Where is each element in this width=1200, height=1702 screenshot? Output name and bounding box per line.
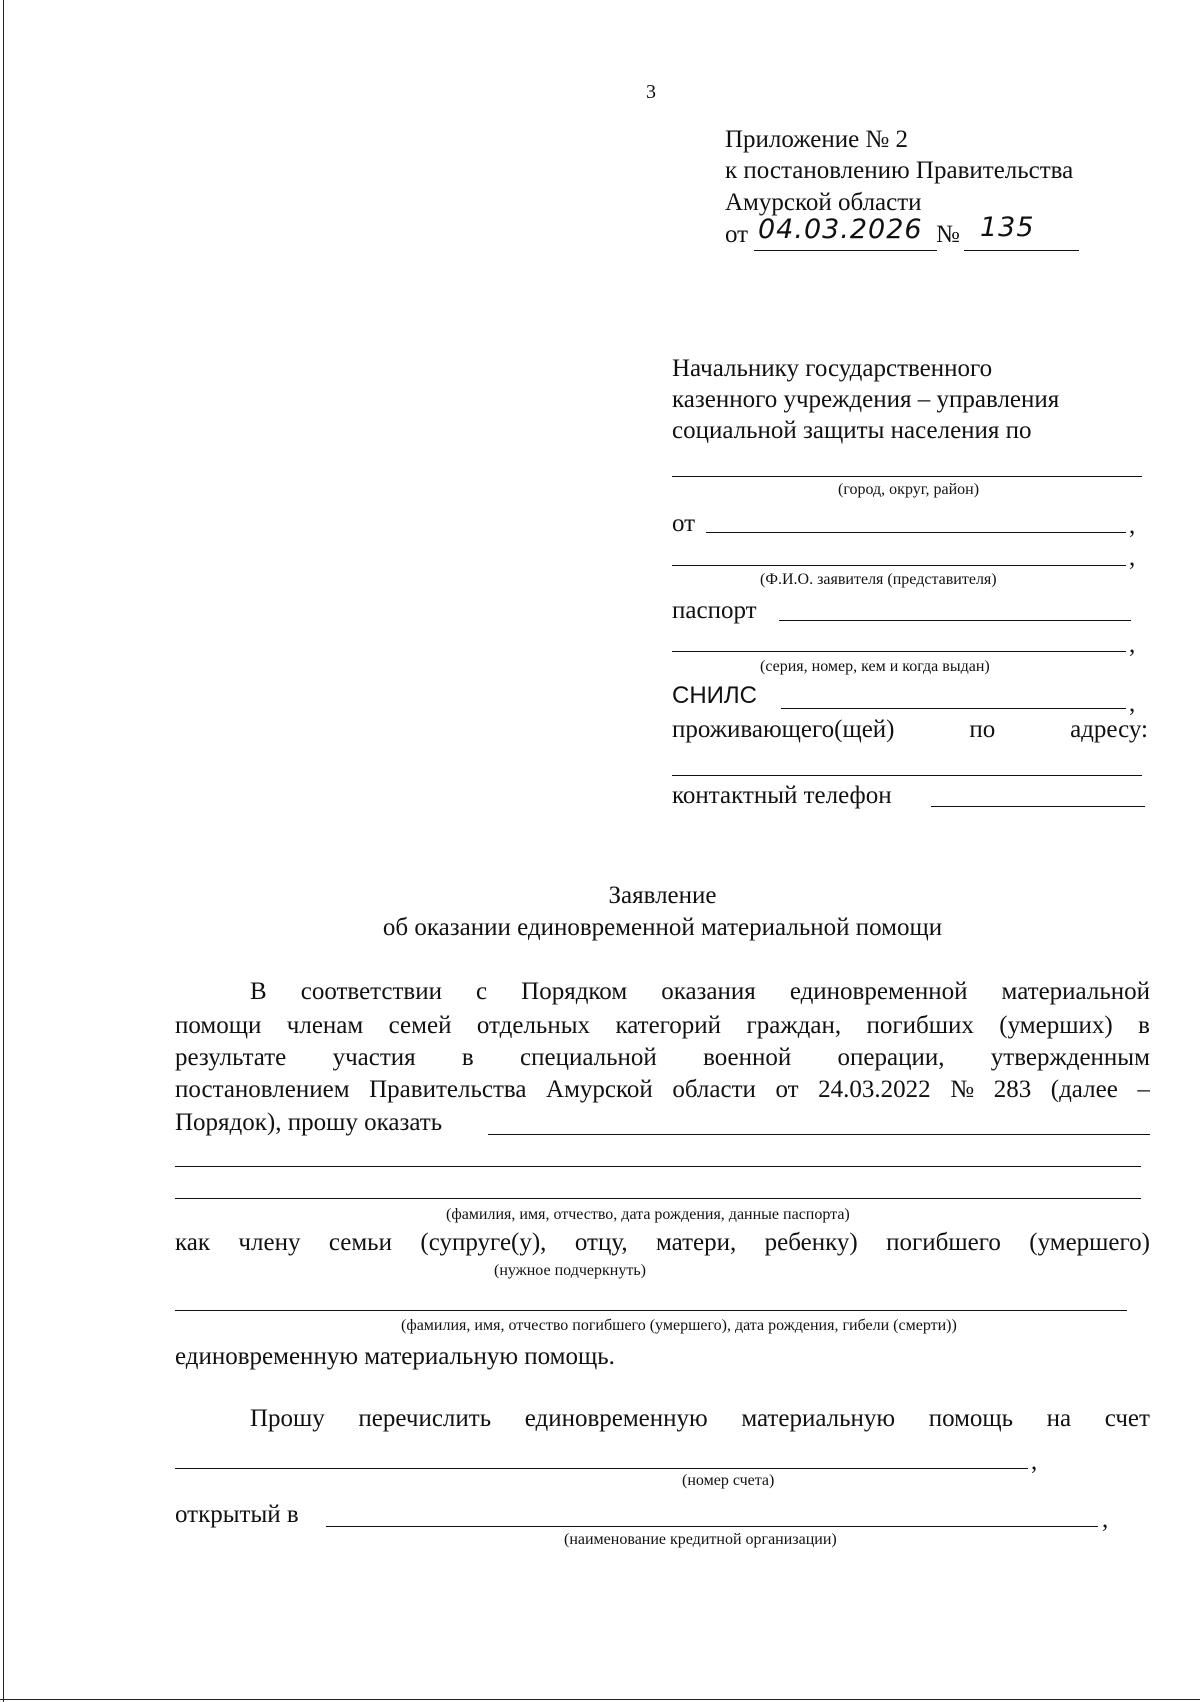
para1-line-2 [175, 1011, 1150, 1041]
hint-account: (номер счета) [682, 1472, 775, 1489]
annex-line-2: к постановлению Правительства [725, 157, 1074, 184]
word: Амурской [546, 1076, 653, 1103]
scan-edge-left [3, 0, 4, 1702]
word: помощь [928, 1405, 1014, 1432]
hint-city: (город, округ, район) [838, 481, 980, 498]
word: погибших [866, 1012, 974, 1039]
word: (умерших) [999, 1012, 1113, 1039]
aid-line: единовременную материальную помощь. [175, 1343, 615, 1370]
account-comma: , [1031, 1448, 1038, 1475]
word: как [175, 1229, 211, 1256]
bank-line [326, 1526, 1098, 1527]
word: № [950, 1076, 975, 1103]
hint-fio: (Ф.И.О. заявителя (представителя) [760, 571, 997, 588]
passport-comma: , [1129, 631, 1136, 658]
title-line-2: об оказании единовременной материальной помощи [382, 914, 943, 941]
annex-number-handwritten: 135 [980, 212, 1035, 243]
hint-bank: (наименование кредитной организации) [564, 1531, 837, 1548]
word: ребенку) [764, 1229, 858, 1256]
snils-line [781, 708, 1126, 709]
word: утвержденным [990, 1044, 1150, 1071]
annex-date-handwritten: 04.03.2026 [758, 214, 923, 245]
word: Прошу [250, 1405, 325, 1432]
applicant-line-1 [488, 1134, 1150, 1135]
word: военной [703, 1044, 792, 1071]
word: специальной [520, 1044, 657, 1071]
word: категорий [615, 1012, 722, 1039]
para1-last-line: Порядок), прошу оказать [175, 1109, 443, 1136]
word: матери, [655, 1229, 737, 1256]
word: материальной [1001, 978, 1150, 1005]
fio-line-1 [706, 532, 1126, 533]
word: 283 [993, 1076, 1032, 1103]
transfer-line [250, 1404, 1150, 1434]
word: (супруге(у), [420, 1229, 547, 1256]
hint-deceased: (фамилия, имя, отчество погибшего (умершего), дата рождения, гибели (смерти)) [401, 1317, 957, 1334]
word: соответствии [300, 978, 442, 1005]
hint-underline: (нужное подчеркнуть) [494, 1262, 646, 1279]
annex-line-3: Амурской области [725, 189, 922, 216]
phone-label: контактный телефон [672, 782, 892, 809]
word: оказания [661, 978, 756, 1005]
word: операции, [837, 1044, 945, 1071]
annex-date-prefix: от [725, 221, 749, 248]
word: члену [238, 1229, 301, 1256]
para1-line-1 [250, 977, 1150, 1007]
word: единовременной [789, 978, 968, 1005]
hint-passport: (серия, номер, кем и когда выдан) [760, 658, 990, 675]
word: в [1138, 1012, 1150, 1039]
address-line [672, 775, 1142, 776]
from-label: от [672, 510, 696, 537]
applicant-line-3 [175, 1198, 1141, 1199]
page-number: 3 [646, 81, 656, 103]
word: постановлением [175, 1076, 350, 1103]
addressee-line-2: казенного учреждения – управления [672, 386, 1060, 413]
word: результате [175, 1044, 287, 1071]
fio-comma-2: , [1129, 544, 1136, 571]
addressee-line-1: Начальнику государственного [672, 355, 993, 382]
word: семьи [328, 1229, 392, 1256]
scan-edge-bottom [0, 1699, 1200, 1700]
annex-line-1: Приложение № 2 [725, 126, 909, 153]
word: (умершего) [1029, 1229, 1150, 1256]
hint-applicant: (фамилия, имя, отчество, дата рождения, данные паспорта) [446, 1206, 850, 1223]
account-line [175, 1468, 1028, 1469]
residing-word: проживающего(щей) [672, 716, 895, 743]
word: отцу, [574, 1229, 628, 1256]
passport-label: паспорт [672, 597, 757, 624]
word: – [1137, 1076, 1150, 1103]
passport-line-1 [779, 620, 1131, 621]
snils-label: СНИЛС [672, 682, 757, 709]
word: на [1046, 1405, 1072, 1432]
applicant-line-2 [175, 1166, 1141, 1167]
addressee-line-3: социальной защиты населения по [672, 417, 1032, 444]
fio-comma-1: , [1129, 512, 1136, 539]
title-line-1: Заявление [608, 882, 717, 909]
fio-line-2 [672, 565, 1126, 566]
residing-word: по [969, 716, 996, 743]
annex-number-line [964, 250, 1079, 251]
snils-comma: , [1129, 690, 1136, 717]
residing-word: адресу: [1070, 716, 1148, 743]
city-line [672, 476, 1142, 477]
word: граждан, [746, 1012, 842, 1039]
word: семей [388, 1012, 452, 1039]
para1-line-4 [175, 1075, 1150, 1105]
bank-comma: , [1102, 1506, 1109, 1533]
word: 24.03.2022 [818, 1076, 931, 1103]
word: с [476, 978, 488, 1005]
word: членам [286, 1012, 364, 1039]
word: от [775, 1076, 799, 1103]
annex-number-prefix: № [936, 221, 960, 248]
residing-line [672, 715, 1148, 745]
opened-label: открытый в [175, 1501, 299, 1528]
word: В [250, 978, 267, 1005]
word: (далее [1050, 1076, 1118, 1103]
word: участия [332, 1044, 416, 1071]
word: счет [1104, 1405, 1150, 1432]
word: отдельных [476, 1012, 591, 1039]
word: области [672, 1076, 756, 1103]
family-line [175, 1228, 1150, 1258]
annex-date-line [754, 250, 937, 251]
word: перечислить [358, 1405, 492, 1432]
word: материальную [741, 1405, 896, 1432]
para1-line-3 [175, 1043, 1150, 1073]
word: единовременную [524, 1405, 708, 1432]
deceased-line [175, 1310, 1127, 1311]
passport-line-2 [672, 651, 1126, 652]
word: погибшего [886, 1229, 1001, 1256]
word: Порядком [521, 978, 628, 1005]
word: помощи [175, 1012, 262, 1039]
word: Правительства [369, 1076, 527, 1103]
word: в [461, 1044, 474, 1071]
phone-line [931, 806, 1145, 807]
